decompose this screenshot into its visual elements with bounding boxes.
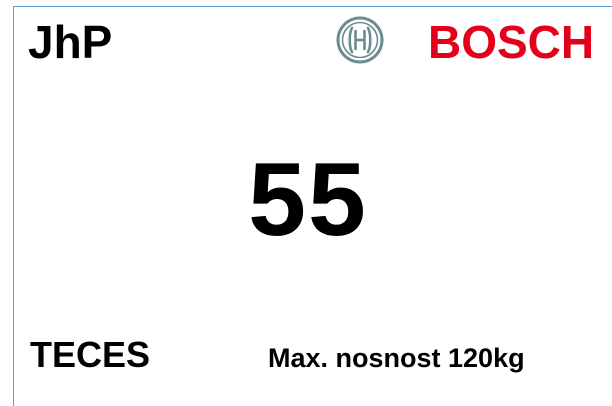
label-number: 55 xyxy=(248,142,368,258)
bosch-armature-icon xyxy=(336,16,384,64)
brand-name: BOSCH xyxy=(428,16,595,68)
label-code: JhP xyxy=(28,16,113,68)
max-capacity: Max. nosnost 120kg xyxy=(268,343,525,373)
item-name: TECES xyxy=(30,334,151,375)
